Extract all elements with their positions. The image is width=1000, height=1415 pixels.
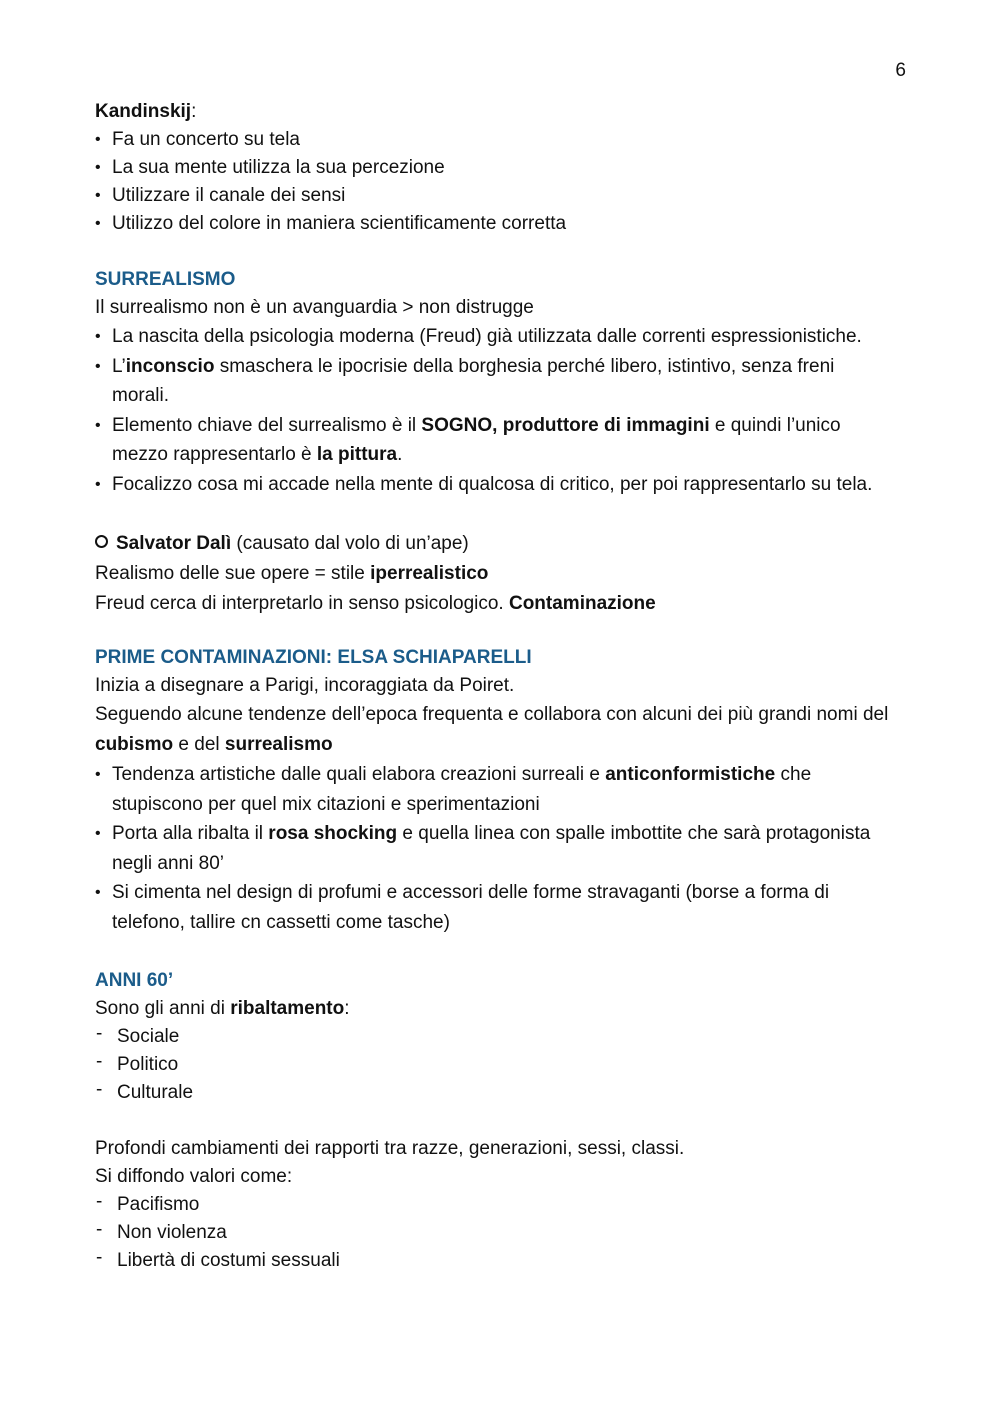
list-item: • Focalizzo cosa mi accade nella mente di qualcosa di critico, per poi rappresentarlo su tela. [95,470,895,500]
schiaparelli-l2: Seguendo alcune tendenze dell’epoca frequenta e collabora con alcuni dei più grandi nomi del cubismo e del surrealismo [95,704,889,755]
list-item: • La sua mente utilizza la sua percezione [95,154,895,182]
list-item: - Pacifismo [95,1191,895,1219]
document-body [95,98,895,1275]
section-heading-schiaparelli: PRIME CONTAMINAZIONI: ELSA SCHIAPARELLI [95,647,532,668]
list-item: • Utilizzo del colore in maniera scientificamente corretta [95,210,895,238]
dali-name: Salvator Dalì [116,533,232,554]
anni60-p1: Profondi cambiamenti dei rapporti tra razze, generazioni, sessi, classi. [95,1138,685,1159]
section-heading-surrealismo: SURREALISMO [95,269,236,290]
section-heading-anni-60: ANNI 60’ [95,970,174,991]
list-item: - Politico [95,1051,895,1079]
surrealismo-intro: Il surrealismo non è un avanguardia > non distrugge [95,297,534,318]
ribaltamento-list [95,1023,895,1107]
list-item: - Sociale [95,1023,895,1051]
list-item: - Culturale [95,1079,895,1107]
anni60-p2: Si diffondo valori come: [95,1166,293,1187]
list-item: • Porta alla ribalta il rosa shocking e quella linea con spalle imbottite che sarà protagonista negli anni 80’ [95,819,895,878]
list-item: • L’inconscio smaschera le ipocrisie della borghesia perché libero, istintivo, senza freni morali. [95,352,895,411]
list-item: - Non violenza [95,1219,895,1247]
list-item: • La nascita della psicologia moderna (Freud) già utilizzata dalle correnti espressionistiche. [95,322,895,352]
list-item: • Utilizzare il canale dei sensi [95,182,895,210]
kandinskij-title-line: Kandinskij: [95,101,197,122]
anni60-intro: Sono gli anni di ribaltamento: [95,998,350,1019]
list-item: • Elemento chiave del surrealismo è il SOGNO, produttore di immagini e quindi l’unico mezzo rappresentarlo è la pittura. [95,411,895,470]
valori-list [95,1191,895,1275]
kandinskij-title: Kandinskij [95,101,192,122]
dali-line: Salvator Dalì (causato dal volo di un’ape) [95,529,895,559]
list-item: • Tendenza artistiche dalle quali elabora creazioni surreali e anticonformistiche che stupiscono per quel mix citazioni e sperimentazioni [95,760,895,819]
page-number: 6 [895,60,906,81]
list-item: • Si cimenta nel design di profumi e accessori delle forme stravaganti (borse a forma di telefono, tallire cn cassetti come tasche) [95,878,895,937]
dali-realismo: Realismo delle sue opere = stile iperrealistico [95,563,489,584]
surrealismo-list [95,322,895,499]
schiaparelli-l1: Inizia a disegnare a Parigi, incoraggiata da Poiret. [95,675,515,696]
list-item: - Libertà di costumi sessuali [95,1247,895,1275]
schiaparelli-list [95,760,895,937]
kandinskij-list [95,126,895,238]
list-item: • Fa un concerto su tela [95,126,895,154]
circle-bullet-icon [95,535,108,548]
dali-freud: Freud cerca di interpretarlo in senso psicologico. Contaminazione [95,593,656,614]
